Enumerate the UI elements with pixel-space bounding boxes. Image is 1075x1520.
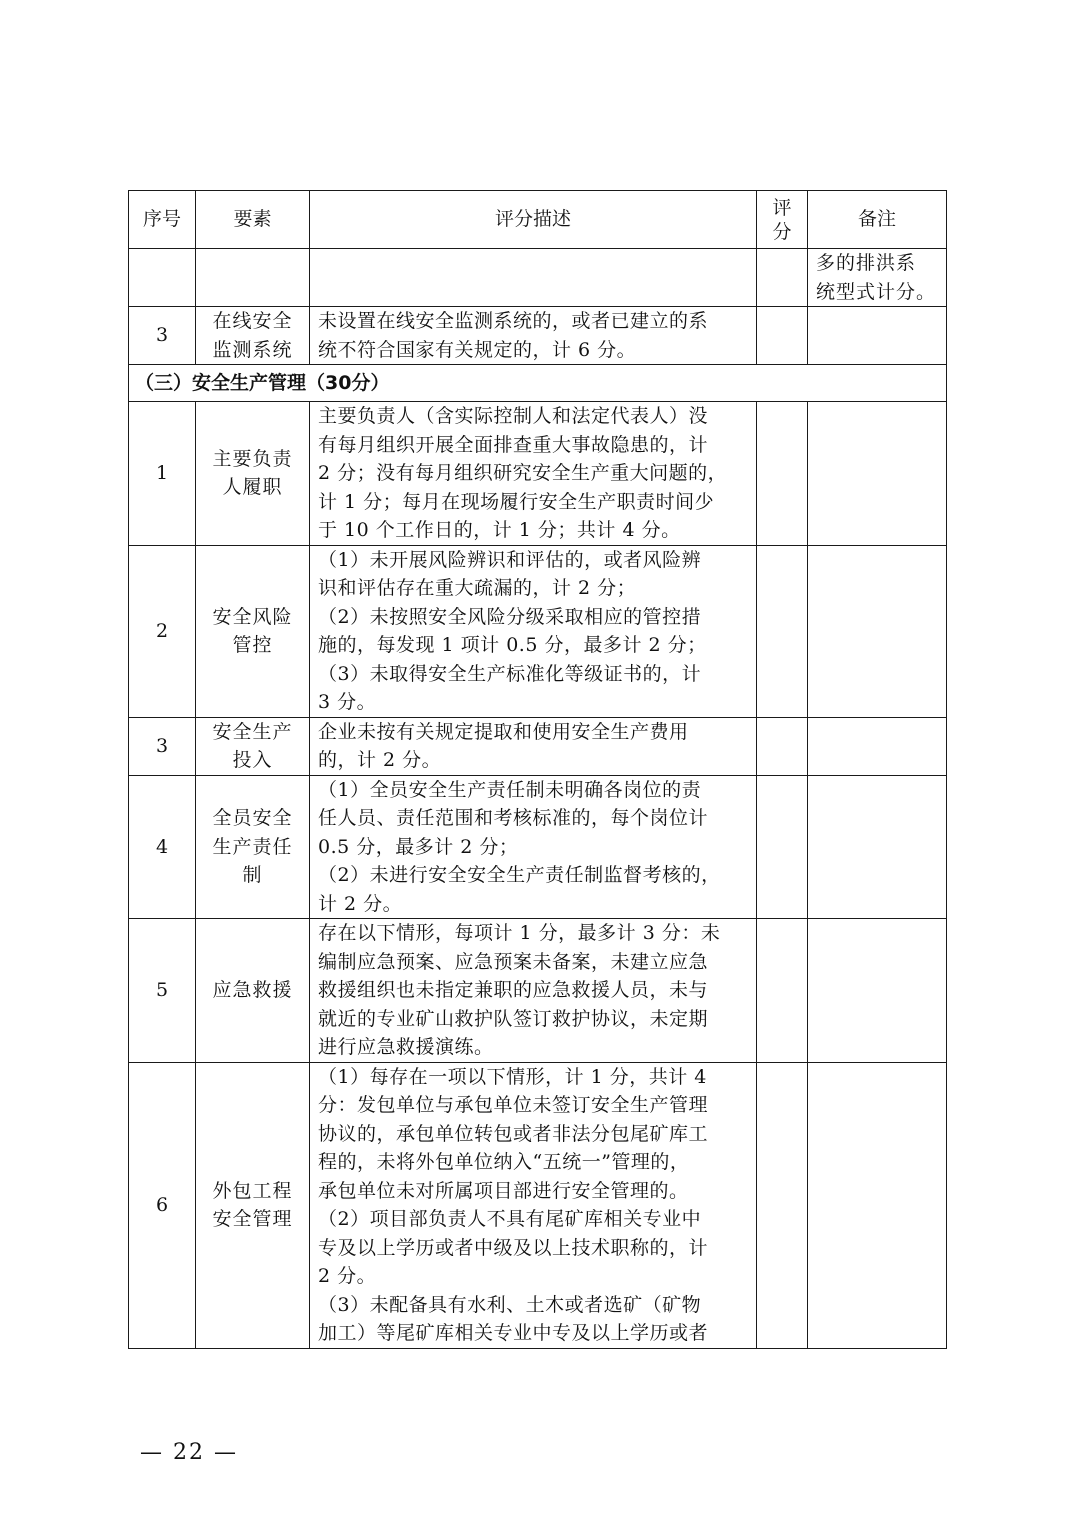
- description-line: 有每月组织开展全面排查重大事故隐患的，计: [318, 433, 709, 456]
- row-description: [310, 717, 757, 775]
- row-score: [757, 307, 808, 365]
- description-line: 未设置在线安全监测系统的，或者已建立的系: [318, 310, 709, 332]
- row-note: [808, 402, 947, 546]
- description-line: 就近的专业矿山救护队签订救护协议，未定期: [318, 1007, 709, 1030]
- description-line: 进行应急救援演练。: [318, 1036, 494, 1058]
- row-note: [808, 717, 947, 775]
- description-line: 企业未按有关规定提取和使用安全生产费用: [318, 720, 689, 743]
- description-line: 分：发包单位与承包单位未签订安全生产管理: [318, 1094, 709, 1116]
- description-line: 编制应急预案、应急预案未备案，未建立应急: [318, 950, 709, 973]
- description-line: 识和评估存在重大疏漏的，计 2 分；: [318, 577, 637, 599]
- row-note: [808, 307, 947, 365]
- table-row: [129, 919, 947, 1063]
- table-row: [129, 717, 947, 775]
- row-score: [757, 717, 808, 775]
- header-score: 评 分: [757, 191, 808, 249]
- row-description: [310, 775, 757, 919]
- element-line: 投入: [232, 749, 273, 771]
- description-line: 0.5 分，最多计 2 分；: [318, 835, 519, 858]
- description-line: 存在以下情形，每项计 1 分，最多计 3 分：未: [318, 922, 721, 944]
- element-line: 安全生产: [212, 720, 293, 743]
- row-element: [196, 775, 310, 919]
- row-description: [310, 545, 757, 717]
- row-number: 3: [129, 307, 196, 365]
- row-element: [196, 307, 310, 365]
- description-line: 计 2 分。: [318, 892, 403, 915]
- element-line: 制: [242, 864, 263, 886]
- row-number: 3: [129, 717, 196, 775]
- element-line: 外包工程: [212, 1179, 293, 1202]
- header-element: 要素: [196, 191, 310, 249]
- row-note: [808, 249, 947, 307]
- row-note: [808, 775, 947, 919]
- row-description: [310, 919, 757, 1063]
- description-line: 协议的，承包单位转包或者非法分包尾矿库工: [318, 1122, 709, 1145]
- description-line: （1）每存在一项以下情形，计 1 分，共计 4: [318, 1065, 707, 1088]
- row-element: [196, 545, 310, 717]
- row-element: [196, 919, 310, 1063]
- element-line: 在线安全: [212, 310, 293, 332]
- element-line: 人履职: [222, 476, 283, 499]
- description-line: 2 分；没有每月组织研究安全生产重大问题的，: [318, 462, 728, 484]
- row-description: [310, 1062, 757, 1348]
- row-score: [757, 545, 808, 717]
- row-note: [808, 919, 947, 1063]
- element-line: 安全风险: [212, 605, 293, 628]
- description-line: 2 分。: [318, 1265, 377, 1287]
- description-line: 的，计 2 分。: [318, 749, 442, 771]
- element-line: 安全管理: [212, 1208, 293, 1230]
- scoring-table: [128, 190, 947, 1349]
- element-line: 应急救援: [212, 979, 293, 1001]
- element-line: 主要负责: [212, 447, 293, 470]
- row-number: 6: [129, 1062, 196, 1348]
- description-line: 统不符合国家有关规定的，计 6 分。: [318, 338, 637, 361]
- description-line: （2）项目部负责人不具有尾矿库相关专业中: [318, 1208, 702, 1230]
- row-element: [196, 1062, 310, 1348]
- table-header-row: [129, 191, 947, 249]
- row-score: [757, 249, 808, 307]
- element-line: 生产责任: [212, 835, 293, 858]
- description-line: 主要负责人（含实际控制人和法定代表人）没: [318, 405, 709, 427]
- description-line: 专及以上学历或者中级及以上技术职称的，计: [318, 1236, 709, 1259]
- section-title: （三）安全生产管理（30分）: [129, 365, 947, 402]
- row-element: [196, 402, 310, 546]
- row-element: [196, 717, 310, 775]
- row-number: [129, 249, 196, 307]
- description-line: （2）未进行安全安全生产责任制监督考核的，: [318, 864, 721, 886]
- row-description: [310, 307, 757, 365]
- table-row: [129, 545, 947, 717]
- note-line: 多的排洪系: [816, 252, 917, 274]
- section-row: [129, 365, 947, 402]
- element-line: 监测系统: [212, 338, 293, 361]
- header-no: 序号: [129, 191, 196, 249]
- description-line: 救援组织也未指定兼职的应急救援人员，未与: [318, 979, 709, 1001]
- description-line: 任人员、责任范围和考核标准的，每个岗位计: [318, 807, 709, 829]
- row-element: [196, 249, 310, 307]
- description-line: 程的，未将外包单位纳入“五统一”管理的，: [318, 1151, 690, 1173]
- page-number: — 22 —: [140, 1440, 238, 1465]
- row-number: 5: [129, 919, 196, 1063]
- row-score: [757, 402, 808, 546]
- table-row: [129, 249, 947, 307]
- row-note: [808, 545, 947, 717]
- header-description: 评分描述: [310, 191, 757, 249]
- description-line: （1）未开展风险辨识和评估的，或者风险辨: [318, 548, 702, 571]
- table-row: [129, 1062, 947, 1348]
- row-score: [757, 1062, 808, 1348]
- note-line: 统型式计分。: [816, 280, 937, 303]
- table-row: [129, 307, 947, 365]
- table-row: [129, 402, 947, 546]
- row-score: [757, 919, 808, 1063]
- description-line: 计 1 分；每月在现场履行安全生产职责时间少: [318, 490, 715, 513]
- row-score: [757, 775, 808, 919]
- row-number: 1: [129, 402, 196, 546]
- table-row: [129, 775, 947, 919]
- description-line: 加工）等尾矿库相关专业中专及以上学历或者: [318, 1322, 709, 1344]
- element-line: 管控: [232, 634, 273, 656]
- row-description: [310, 249, 757, 307]
- description-line: 承包单位未对所属项目部进行安全管理的。: [318, 1179, 689, 1202]
- row-note: [808, 1062, 947, 1348]
- description-line: 于 10 个工作日的，计 1 分；共计 4 分。: [318, 519, 681, 541]
- description-line: （2）未按照安全风险分级采取相应的管控措: [318, 605, 702, 628]
- description-line: （1）全员安全生产责任制未明确各岗位的责: [318, 778, 702, 801]
- description-line: 3 分。: [318, 691, 377, 713]
- element-line: 全员安全: [212, 807, 293, 829]
- description-line: 施的，每发现 1 项计 0.5 分，最多计 2 分；: [318, 634, 707, 656]
- row-number: 2: [129, 545, 196, 717]
- row-number: 4: [129, 775, 196, 919]
- header-note: 备注: [808, 191, 947, 249]
- description-line: （3）未取得安全生产标准化等级证书的，计: [318, 662, 702, 685]
- row-description: [310, 402, 757, 546]
- description-line: （3）未配备具有水利、土木或者选矿（矿物: [318, 1293, 702, 1316]
